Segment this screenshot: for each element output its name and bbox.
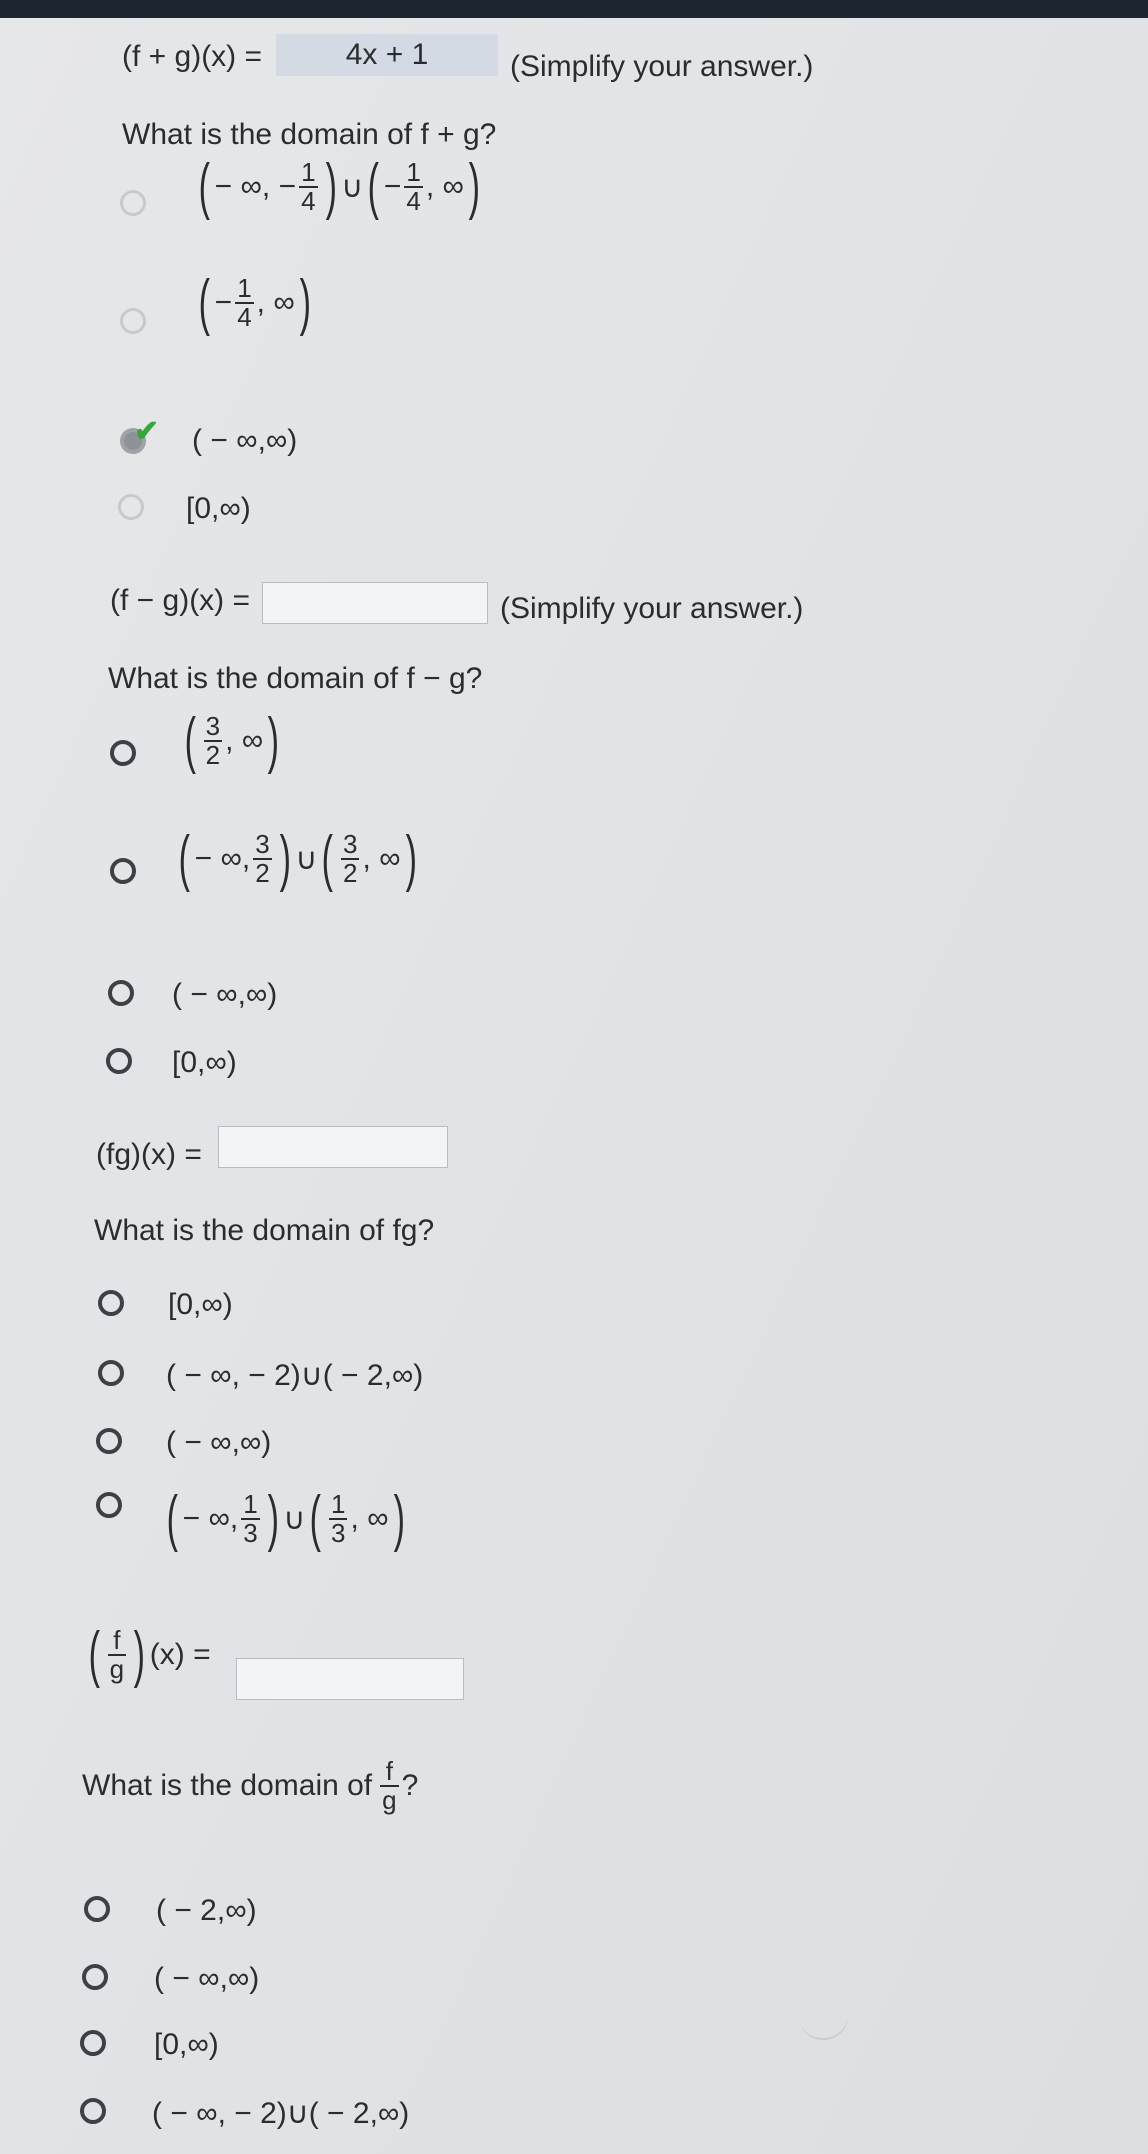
fraction: $\frac{1}{4}$ [406, 156, 421, 216]
quotient-option-4-radio[interactable] [80, 2098, 106, 2124]
product-option-1-radio[interactable] [98, 1290, 124, 1316]
quotient-lhs-rest: (x) = [149, 1638, 211, 1671]
sum-hint: (Simplify your answer.) [510, 50, 814, 83]
neg-inf-text: − ∞, [182, 1502, 239, 1535]
sum-option-2-radio[interactable] [120, 308, 146, 334]
correct-check-icon: ✔ [134, 415, 160, 448]
right-paren: ) [393, 1484, 405, 1553]
right-paren: ) [133, 1620, 146, 1689]
scratch-mark [798, 2004, 853, 2044]
fraction: $\frac{f}{g}$ [382, 1756, 397, 1816]
product-option-2-radio[interactable] [98, 1360, 124, 1386]
left-paren: ( [367, 152, 380, 221]
fraction: $\frac{1}{4}$ [237, 272, 252, 332]
inf-text: , ∞ [256, 286, 295, 319]
left-paren: ( [184, 706, 197, 775]
product-label: (fg)(x) = [96, 1138, 202, 1171]
quotient-option-1-label[interactable]: ( − 2,∞) [156, 1894, 257, 1927]
right-paren: ) [299, 268, 311, 337]
quotient-option-2-label[interactable]: ( − ∞,∞) [154, 1962, 260, 1995]
product-option-4-radio[interactable] [96, 1492, 122, 1518]
question-panel [0, 18, 1148, 2154]
difference-option-1-label[interactable] [180, 706, 284, 775]
left-paren: ( [166, 1484, 179, 1553]
left-paren: ( [178, 824, 191, 893]
sum-option-2-label[interactable] [194, 268, 315, 337]
difference-option-2-radio[interactable] [110, 858, 136, 884]
quotient-answer-input[interactable] [236, 1658, 464, 1700]
inf-text: , ∞ [362, 842, 401, 875]
product-option-3-label[interactable]: ( − ∞,∞) [166, 1426, 272, 1459]
fraction: $\frac{1}{4}$ [301, 156, 316, 216]
fraction: $\frac{1}{3}$ [243, 1488, 258, 1548]
fraction: $\frac{f}{g}$ [109, 1624, 125, 1684]
left-paren: ( [88, 1620, 101, 1689]
difference-option-1-radio[interactable] [110, 740, 136, 766]
difference-domain-question: What is the domain of f − g? [108, 662, 483, 695]
right-paren: ) [405, 824, 417, 893]
fraction: $\frac{3}{2}$ [342, 828, 358, 888]
sum-answer-input[interactable] [276, 34, 498, 76]
quotient-label [84, 1620, 211, 1689]
left-paren: ( [198, 268, 211, 337]
inf-text: , ∞ [425, 170, 464, 203]
product-option-1-label[interactable]: [0,∞) [168, 1288, 233, 1321]
quotient-option-3-radio[interactable] [80, 2030, 106, 2056]
sum-domain-question: What is the domain of f + g? [122, 118, 497, 151]
question-text: What is the domain of [82, 1769, 373, 1803]
neg-sign: − [214, 286, 233, 319]
inf-text: , ∞ [225, 724, 264, 757]
union-symbol: ∪ [283, 1502, 306, 1536]
difference-option-3-label[interactable]: ( − ∞,∞) [172, 978, 278, 1011]
quotient-option-4-label[interactable]: ( − ∞, − 2)∪( − 2,∞) [152, 2097, 410, 2130]
difference-option-3-radio[interactable] [108, 980, 134, 1006]
product-answer-input[interactable] [218, 1126, 448, 1168]
neg-inf-text: − ∞, [194, 842, 251, 875]
difference-hint: (Simplify your answer.) [500, 592, 804, 625]
union-symbol: ∪ [295, 842, 318, 876]
right-paren: ) [279, 824, 291, 893]
neg-inf-text: − ∞, − [214, 170, 297, 203]
difference-answer-input[interactable] [262, 582, 488, 624]
sum-option-1-label[interactable] [194, 152, 485, 221]
union-symbol: ∪ [341, 170, 364, 204]
difference-option-4-radio[interactable] [106, 1048, 132, 1074]
fraction: $\frac{1}{3}$ [330, 1488, 346, 1548]
fraction: $\frac{3}{2}$ [205, 710, 221, 770]
product-option-4-label[interactable] [162, 1484, 409, 1553]
sum-label: (f + g)(x) = [122, 40, 263, 73]
difference-label: (f − g)(x) = [110, 584, 251, 617]
product-option-3-radio[interactable] [96, 1428, 122, 1454]
sum-option-4-radio[interactable] [118, 494, 144, 520]
sum-option-3-label[interactable]: ( − ∞,∞) [192, 424, 298, 457]
inf-text: , ∞ [350, 1502, 389, 1535]
right-paren: ) [267, 1484, 279, 1553]
top-bezel [0, 0, 1148, 18]
difference-option-4-label[interactable]: [0,∞) [172, 1046, 237, 1079]
question-mark: ? [401, 1769, 419, 1803]
product-option-2-label[interactable]: ( − ∞, − 2)∪( − 2,∞) [166, 1359, 424, 1392]
left-paren: ( [309, 1484, 322, 1553]
right-paren: ) [267, 706, 280, 775]
left-paren: ( [198, 152, 211, 221]
quotient-option-2-radio[interactable] [82, 1964, 108, 1990]
sum-option-4-label[interactable]: [0,∞) [186, 492, 251, 525]
neg-sign: − [383, 170, 402, 203]
right-paren: ) [468, 152, 480, 221]
quotient-option-1-radio[interactable] [84, 1896, 110, 1922]
product-domain-question: What is the domain of fg? [94, 1214, 435, 1247]
quotient-domain-question [82, 1758, 418, 1815]
right-paren: ) [325, 152, 337, 221]
fraction: $\frac{3}{2}$ [255, 828, 270, 888]
sum-option-1-radio[interactable] [120, 190, 146, 216]
quotient-option-3-label[interactable]: [0,∞) [154, 2028, 219, 2061]
left-paren: ( [321, 824, 334, 893]
difference-option-2-label[interactable] [174, 824, 421, 893]
